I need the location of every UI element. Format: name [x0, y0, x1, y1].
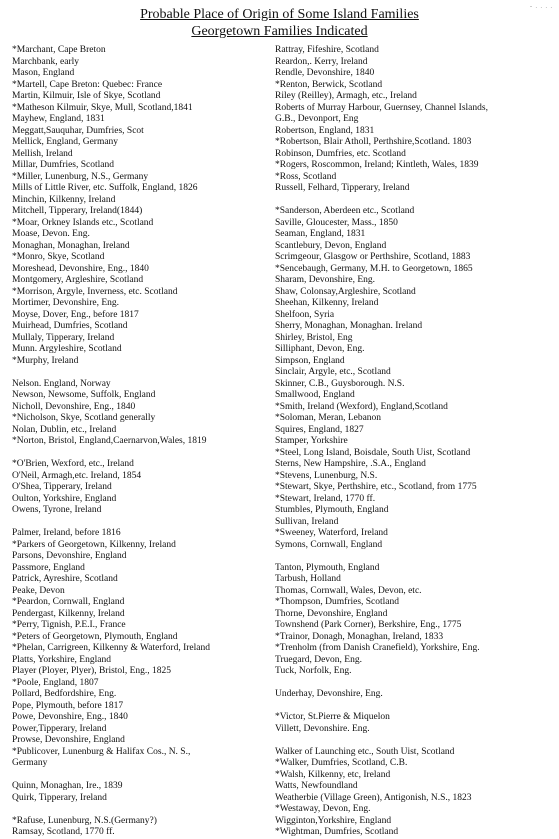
family-entry: Marchbank, early: [12, 56, 79, 67]
family-entry: Patrick, Ayreshire, Scotland: [12, 574, 118, 584]
family-entry: Nelson. England, Norway: [12, 378, 111, 389]
family-entry: Robinson, Dumfries, etc. Scotland: [275, 148, 406, 159]
family-entry: Walker of Launching etc., South Uist, Scotland: [275, 746, 455, 757]
family-entry: Stamper, Yorkshire: [275, 436, 348, 446]
family-entry: *Nicholson, Skye, Scotland generally: [12, 413, 156, 423]
family-entry: Shelfoon, Syria: [275, 309, 335, 320]
family-entry: *Sanderson, Aberdeen etc., Scotland: [275, 206, 415, 216]
section-gap: [275, 195, 555, 207]
family-entry: Mayhew, England, 1831: [12, 114, 105, 124]
family-entry: *O'Brien, Wexford, etc., Ireland: [12, 459, 134, 469]
family-entry: Moreshead, Devonshire, Eng., 1840: [12, 263, 149, 274]
section-gap: [275, 735, 555, 747]
family-entry: Shaw, Colonsay,Argleshire, Scotland: [275, 286, 416, 297]
family-entry: Parsons, Devonshire, England: [12, 551, 127, 561]
family-entry: Shirley, Bristol, Eng: [275, 332, 353, 343]
section-gap: [12, 367, 274, 379]
family-entry: *Norton, Bristol, England,Caernarvon,Wales, 1819: [12, 436, 207, 446]
family-entry: Mellish, Ireland: [12, 148, 73, 159]
family-entry: Simpson, England: [275, 355, 345, 366]
family-entry: *Perry, Tignish, P.E.I., France: [12, 620, 126, 630]
family-entry: Mortimer, Devonshire, Eng.: [12, 298, 120, 308]
page-header: [0, 6, 559, 40]
family-entry: *Ross, Scotland: [275, 171, 337, 182]
family-entry: *Matheson Kilmuir, Skye, Mull, Scotland,1841: [12, 102, 193, 113]
family-entry: Minchin, Kilkenny, Ireland: [12, 194, 116, 205]
family-entry: Truegard, Devon, Eng.: [275, 654, 362, 665]
family-entry: Russell, Felhard, Tipperary, Ireland: [275, 183, 410, 193]
family-entry: Player (Ployer, Plyer), Bristol, Eng., 1825: [12, 666, 171, 676]
family-entry: Moyse, Dover, Eng., before 1817: [12, 309, 139, 320]
family-entry: Sinclair, Argyle, etc., Scotland: [275, 367, 391, 377]
family-entry: Prowse, Devonshire, England: [12, 735, 125, 745]
family-entry: *Trainor, Donagh, Monaghan, Ireland, 1833: [275, 631, 444, 642]
family-entry: Martin, Kilmuir, Isle of Skye, Scotland: [12, 91, 161, 101]
family-entry: *Smith, Ireland (Wexford), England,Scotland: [275, 401, 448, 412]
family-entry: *Trenholm (from Danish Cranefield), Yorkshire, Eng.: [275, 643, 480, 653]
family-entry: Sterns, New Hampshire, .S.A., England: [275, 459, 426, 469]
family-entry: *Thompson, Dumfries, Scotland: [275, 597, 400, 607]
family-entry: Germany: [12, 758, 48, 768]
right-column: [275, 45, 555, 839]
section-gap: [12, 448, 274, 460]
family-entry: Reardon,. Kerry, Ireland: [275, 56, 368, 67]
family-entry: Quinn, Monaghan, Ire., 1839: [12, 781, 123, 791]
family-entry: Mellick, England, Germany: [12, 137, 119, 147]
family-entry: Mason, England: [12, 68, 75, 78]
family-entry: O'Neil, Armagh,etc. Ireland, 1854: [12, 470, 142, 481]
family-entry: *Stevens, Lunenburg, N.S.: [275, 470, 378, 481]
section-gap: [12, 804, 274, 816]
family-entry: Robertson, England, 1831: [275, 125, 375, 136]
family-entry: Watts, Newfoundland: [275, 781, 358, 791]
family-entry: *Sencebaugh, Germany, M.H. to Georgetown, 1865: [275, 263, 473, 274]
family-entry: *Parkers of Georgetown, Kilkenny, Ireland: [12, 539, 176, 550]
family-entry: Symons, Cornwall, England: [275, 539, 383, 550]
family-entry: Quirk, Tipperary, Ireland: [12, 792, 107, 803]
family-entry: Sharam, Devonshire, Eng.: [275, 275, 375, 285]
family-entry: Scantlebury, Devon, England: [275, 240, 387, 251]
section-gap: [275, 701, 555, 713]
family-entry: Saville, Gloucester, Mass., 1850: [275, 217, 398, 228]
family-entry: Muirhead, Dumfries, Scotland: [12, 321, 128, 331]
family-entry: Peake, Devon: [12, 585, 65, 596]
family-entry: Villett, Devonshire. Eng.: [275, 723, 370, 734]
family-entry: Rattray, Fifeshire, Scotland: [275, 45, 379, 55]
family-entry: Meggatt,Sauquhar, Dumfries, Scot: [12, 125, 144, 136]
family-entry: Silliphant, Devon, Eng.: [275, 344, 365, 354]
family-entry: Sheehan, Kilkenny, Ireland: [275, 298, 379, 308]
family-entry: *Poole, England, 1807: [12, 677, 99, 688]
family-entry: Riley (Reilley), Armagh, etc., Ireland: [275, 91, 417, 101]
family-entry: *Westaway, Devon, Eng.: [275, 804, 371, 814]
family-entry: Pendergast, Kilkenny, Ireland: [12, 608, 125, 619]
family-entry: Sherry, Monaghan, Monaghan. Ireland: [275, 321, 423, 331]
family-entry: *Marchant, Cape Breton: [12, 45, 106, 55]
family-entry: Tanton, Plymouth, England: [275, 562, 380, 573]
family-entry: Munn. Argyleshire, Scotland: [12, 344, 122, 354]
family-entry: *Steel, Long Island, Boisdale, South Uist, Scotland: [275, 447, 471, 458]
family-entry: Palmer, Ireland, before 1816: [12, 528, 121, 538]
family-entry: Roberts of Murray Harbour, Guernsey, Channel Islands,: [275, 102, 488, 113]
family-entry: Mills of Little River, etc. Suffolk, England, 1826: [12, 183, 198, 193]
family-entry: Monaghan, Monaghan, Ireland: [12, 240, 130, 251]
family-entry: *Peters of Georgetown, Plymouth, England: [12, 631, 178, 642]
family-entry: Weatherbie (Village Green), Antigonish, N.S., 1823: [275, 792, 472, 803]
section-gap: [275, 678, 555, 690]
family-entry: Passmore, England: [12, 562, 85, 573]
family-entry: Power,Tipperary, Ireland: [12, 723, 107, 734]
family-entry: Pope, Plymouth, before 1817: [12, 700, 124, 711]
family-entry: Skinner, C.B., Guysborough. N.S.: [275, 378, 405, 389]
family-entry: Tarbush, Holland: [275, 574, 341, 584]
family-entry: *Sweeney, Waterford, Ireland: [275, 528, 388, 538]
family-entry: Townshend (Park Corner), Berkshire, Eng., 1775: [275, 620, 462, 630]
family-entry: Thorne, Devonshire, England: [275, 608, 388, 619]
family-entry: Moase, Devon. Eng.: [12, 229, 90, 239]
family-entry: Owens, Tyrone, Ireland: [12, 505, 102, 515]
family-entry: *Walker, Dumfries, Scotland, C.B.: [275, 758, 408, 768]
family-entry: *Martell, Cape Breton: Quebec: France: [12, 79, 163, 90]
family-entry: Platts, Yorkshire, England: [12, 654, 111, 665]
section-gap: [275, 551, 555, 563]
family-entry: Wigginton,Yorkshire, England: [275, 815, 392, 826]
family-entry: Montgomery, Argleshire, Scotland: [12, 275, 144, 285]
family-entry: *Rogers, Roscommon, Ireland; Kintleth, Wales, 1839: [275, 160, 479, 170]
family-entry: Tuck, Norfolk, Eng.: [275, 666, 352, 676]
section-gap: [12, 770, 274, 782]
family-entry: *Rafuse, Lunenburg, N.S.(Germany?): [12, 815, 157, 826]
family-entry: Ramsay, Scotland, 1770 ff.: [12, 827, 115, 837]
section-gap: [12, 517, 274, 529]
family-entry: Squires, England, 1827: [275, 424, 364, 435]
family-entry: *Renton, Berwick, Scotland: [275, 79, 383, 90]
corner-mark: - . . . .: [530, 4, 553, 10]
family-entry: Pollard, Bedfordshire, Eng.: [12, 689, 117, 699]
family-entry: Nicholl, Devonshire, Eng., 1840: [12, 401, 136, 412]
family-entry: *Wightman, Dumfries, Scotland: [275, 827, 399, 837]
page-title: Probable Place of Origin of Some Island Families: [140, 7, 419, 22]
family-entry: Seaman, England, 1831: [275, 229, 366, 239]
page-subtitle: Georgetown Families Indicated: [191, 24, 368, 39]
family-entry: Scrimgeour, Glasgow or Perthshire, Scotland, 1883: [275, 252, 471, 262]
family-entry: Rendle, Devonshire, 1840: [275, 68, 375, 78]
family-entry: *Moar, Orkney Islands etc., Scotland: [12, 217, 154, 228]
family-entry: O'Shea, Tipperary, Ireland: [12, 482, 112, 492]
family-entry: *Monro, Skye, Scotland: [12, 252, 105, 262]
family-entry: *Murphy, Ireland: [12, 355, 79, 366]
family-entry: *Publicover, Lunenburg & Halifax Cos., N. S.,: [12, 746, 191, 757]
family-entry: Stumbles, Plymouth, England: [275, 505, 389, 515]
family-entry: Underhay, Devonshire, Eng.: [275, 689, 383, 699]
left-column: [12, 45, 274, 839]
family-entry: *Robertson, Blair Atholl, Perthshire,Scotland. 1803: [275, 137, 472, 147]
family-entry: Newson, Newsome, Suffolk, England: [12, 390, 156, 400]
family-entry: Millar, Dumfries, Scotland: [12, 160, 114, 170]
family-entry: Powe, Devonshire, Eng., 1840: [12, 712, 128, 722]
family-entry: *Peardon, Cornwall, England: [12, 597, 125, 607]
family-entry: *Victor, St.Pierre & Miquelon: [275, 712, 390, 722]
family-entry: *Stewart, Ireland, 1770 ff.: [275, 493, 376, 504]
family-entry: *Miller, Lunenburg, N.S., Germany: [12, 171, 149, 182]
family-entry: *Walsh, Kilkenny, etc, Ireland: [275, 769, 391, 780]
family-entry: *Stewart, Skye, Perthshire, etc., Scotland, from 1775: [275, 482, 477, 492]
family-entry: Smallwood, England: [275, 390, 355, 400]
family-entry: Sullivan, Ireland: [275, 516, 339, 527]
family-entry: Mitchell, Tipperary, Ireland(1844): [12, 206, 143, 216]
family-entry: *Morrison, Argyle, Inverness, etc. Scotland: [12, 286, 178, 297]
family-entry: Thomas, Cornwall, Wales, Devon, etc.: [275, 585, 422, 596]
family-entry: G.B., Devonport, Eng: [275, 114, 359, 124]
family-entry: Mullaly, Tipperary, Ireland: [12, 332, 115, 343]
family-entry: *Phelan, Carrigreen, Kilkenny & Waterford, Ireland: [12, 643, 210, 653]
family-entry: *Soloman, Meran, Lebanon: [275, 413, 382, 423]
family-entry: Oulton, Yorkshire, England: [12, 493, 117, 504]
family-entry: Nolan, Dublin, etc., Ireland: [12, 424, 117, 435]
